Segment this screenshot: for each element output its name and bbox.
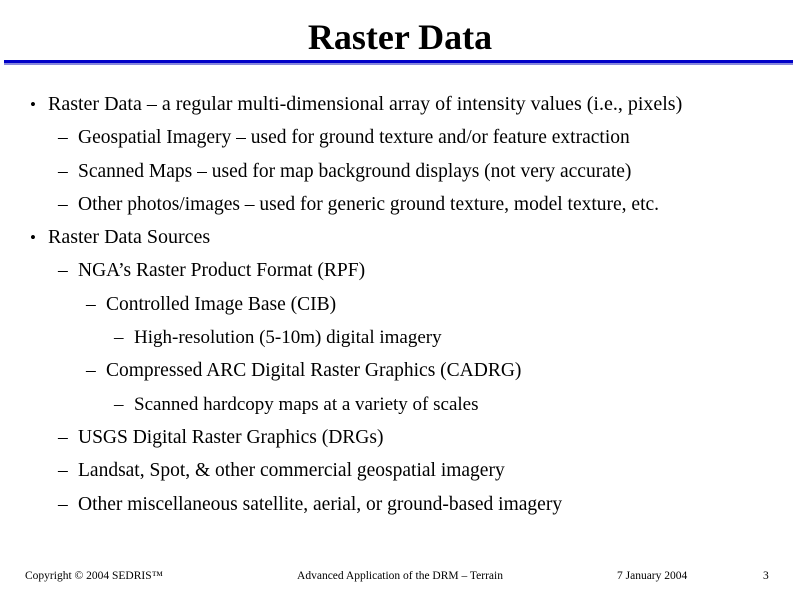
bullet-text: NGA’s Raster Product Format (RPF) <box>78 260 366 282</box>
bullet-text: Scanned hardcopy maps at a variety of scales <box>134 393 479 415</box>
bullet-item <box>0 321 800 354</box>
footer-course-title: Advanced Application of the DRM – Terrain <box>297 570 503 582</box>
bullet-text: Landsat, Spot, & other commercial geospatial imagery <box>78 460 505 482</box>
footer-page-number: 3 <box>763 570 769 582</box>
dash-marker: – <box>86 360 96 382</box>
bullet-text: Raster Data Sources <box>48 226 211 249</box>
bullet-item <box>0 155 800 188</box>
footer-date: 7 January 2004 <box>617 570 688 582</box>
bullet-text: USGS Digital Raster Graphics (DRGs) <box>78 426 384 448</box>
bullet-item <box>0 88 800 121</box>
bullet-marker: • <box>30 228 36 248</box>
bullet-item <box>0 454 800 487</box>
bullet-item <box>0 121 800 154</box>
bullet-item <box>0 354 800 387</box>
dash-marker: – <box>58 260 68 282</box>
title-underline <box>4 60 793 65</box>
bullet-item <box>0 254 800 287</box>
bullet-text: Geospatial Imagery – used for ground texture and/or feature extraction <box>78 127 630 149</box>
bullet-text: Controlled Image Base (CIB) <box>106 293 337 315</box>
dash-marker: – <box>58 193 68 215</box>
dash-marker: – <box>114 393 124 415</box>
slide-title: Raster Data <box>307 17 493 57</box>
footer-copyright: Copyright © 2004 SEDRIS™ <box>25 570 163 582</box>
bullet-text: Compressed ARC Digital Raster Graphics (CADRG) <box>106 360 522 382</box>
dash-marker: – <box>58 426 68 448</box>
bullet-item <box>0 221 800 254</box>
dash-marker: – <box>114 327 124 349</box>
bullet-marker: • <box>30 95 36 114</box>
bullet-item <box>0 388 800 421</box>
bullet-item <box>0 421 800 454</box>
bullet-text: Raster Data – a regular multi-dimensional array of intensity values (i.e., pixels) <box>48 93 683 115</box>
dash-marker: – <box>58 127 68 149</box>
bullet-text: Other photos/images – used for generic ground texture, model texture, etc. <box>78 193 660 215</box>
bullet-text: Scanned Maps – used for map background displays (not very accurate) <box>78 160 632 182</box>
dash-marker: – <box>86 293 96 315</box>
bullet-item <box>0 488 800 521</box>
dash-marker: – <box>58 460 68 482</box>
bullet-item <box>0 288 800 321</box>
bullet-item <box>0 188 800 221</box>
dash-marker: – <box>58 493 68 515</box>
dash-marker: – <box>58 160 68 182</box>
bullet-text: Other miscellaneous satellite, aerial, or ground-based imagery <box>78 493 563 515</box>
bullet-list <box>0 88 800 521</box>
bullet-text: High-resolution (5-10m) digital imagery <box>134 327 442 349</box>
